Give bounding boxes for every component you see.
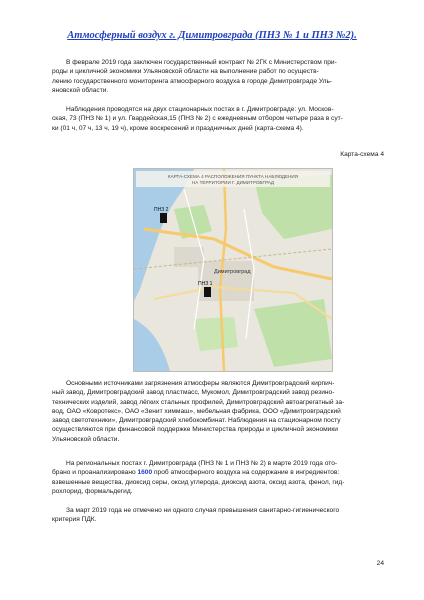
text-line: На региональных постах г. Димитровграда (ПНЗ № 1 и ПНЗ № 2) в марте 2019 года ото- [66,460,338,467]
pnz1-marker [204,287,211,297]
samples-paragraph [52,459,384,496]
text-line: роды и цикличной экономики Ульяновской области на выполнение работ по осуществ- [52,68,319,76]
text-line: вод, ОАО «Ковротекс», ОАО «Зенит химмаш», мебельная фабрика, ООО «Димитровградский [52,407,341,415]
pnz1-label: ПНЗ 1 [198,281,213,287]
text-line: Наблюдения проводятся на двух стационарных постах в г. Димитровграде: ул. Москов- [66,106,334,113]
text-segment: брано и проанализировано [52,469,138,477]
park-area-south [194,317,238,351]
text-line: Ульяновской области. [52,435,120,443]
map-caption: Карта-схема 4 [340,151,384,158]
text-line: рохлорид, формальдегид. [52,487,133,495]
text-line [52,468,384,477]
intro-paragraph [52,58,384,95]
location-map [133,168,333,372]
map-header-line1: КАРТА-СХЕМА 4 РАСПОЛОЖЕНИЯ ПУНКТА НАБЛЮДЕНИЯ [167,174,299,179]
posts-paragraph [52,105,384,133]
text-line: осуществляются при финансовой поддержке Министерства природы и цикличной экономики [52,426,338,434]
text-line: яновской области. [52,86,109,94]
map-header-line2: НА ТЕРРИТОРИИ Г. ДИМИТРОВГРАД [191,180,275,185]
text-line: ская, 73 (ПНЗ № 1) и ул. Гвардейская,15 (ПНЗ № 2) с ежедневным отбором четыре раза в сут- [52,115,343,123]
text-line: ный завод, Димитровградский завод пластмасс, Мукомол, Димитровградский завод резино- [52,389,335,397]
text-line: Основными источниками загрязнения атмосферы являются Димитровградский кирпич- [66,380,335,387]
sources-paragraph [52,379,384,444]
map-graphic [134,169,332,371]
conclusion-paragraph [52,506,384,525]
sample-count: 1600 [137,469,153,477]
text-line: ки (01 ч, 07 ч, 13 ч, 19 ч), кроме воскресений и праздничных дней (карта-схема 4). [52,124,304,132]
text-line: В феврале 2019 года заключен государственный контракт № 2ГК с Министерством при- [66,59,337,66]
text-line: лению государственного мониторинга атмосферного воздуха в городе Димитровграде Уль- [52,77,333,85]
text-line: завод светотехники», Димитровградский хлебокомбинат. Наблюдения на стационарном посту [52,417,341,425]
text-line: технических изделий, завод лёгких стальных профилей, Димитровградский автоагрегатный за- [52,398,345,406]
pnz2-label: ПНЗ 2 [154,207,169,213]
city-label: Димитровград [214,269,251,275]
page-number: 24 [376,560,384,567]
text-segment: проб атмосферного воздуха на содержание в ингредиентов: [152,469,340,477]
text-line: взвешенные вещества, диоксид серы, оксид углерода, диоксид азота, оксид азота, фенол, гид- [52,478,345,486]
text-line: критерия ПДК. [52,516,97,524]
city-block [174,247,204,267]
text-line: За март 2019 года не отмечено ни одного случая превышения санитарно-гигиенического [66,507,340,514]
section-title: Атмосферный воздух г. Димитровграда (ПНЗ № 1 и ПНЗ №2). [67,30,357,41]
pnz2-marker [160,213,167,223]
